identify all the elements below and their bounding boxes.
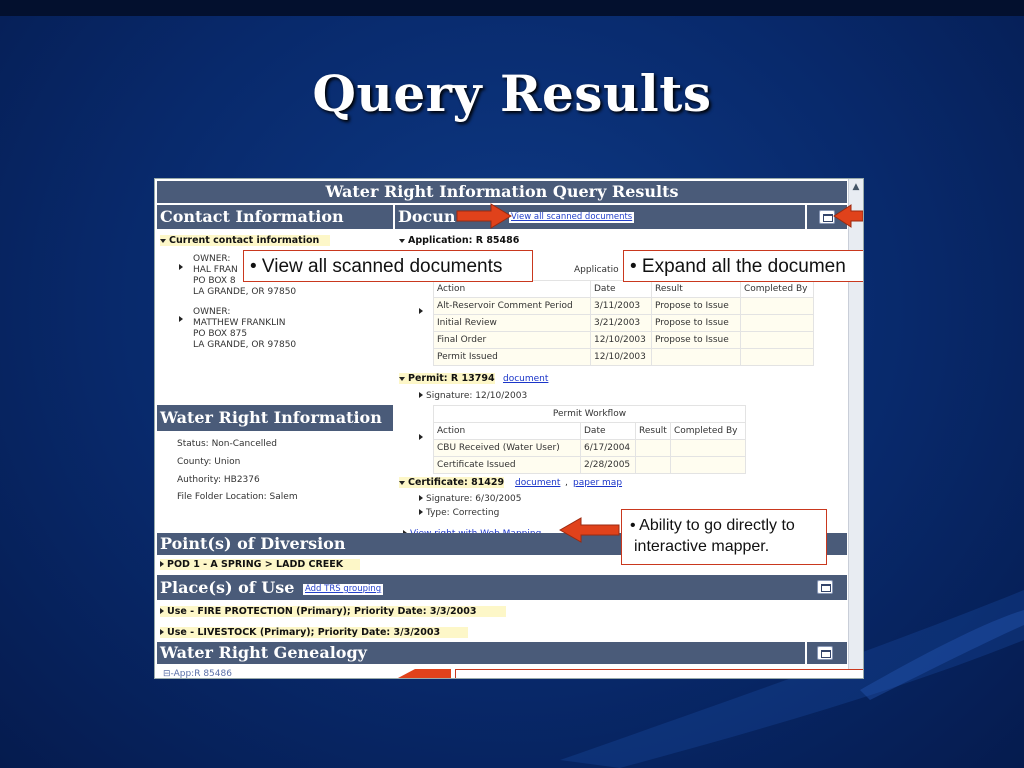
expand-triangle-icon <box>160 561 164 567</box>
county-text: County: Union <box>177 457 241 467</box>
permit-workflow-title: Permit Workflow <box>434 406 746 423</box>
callout-expand-all: • Expand all the documen <box>623 250 864 282</box>
col-completed-by: Completed By <box>741 281 814 298</box>
permit-signature: Signature: 12/10/2003 <box>426 391 528 401</box>
cell: 3/11/2003 <box>591 298 652 315</box>
file-folder-text: File Folder Location: Salem <box>177 492 298 502</box>
collapse-triangle-icon <box>399 239 405 243</box>
collapse-triangle-icon <box>399 377 405 381</box>
owner2-address: PO BOX 875 <box>193 329 248 339</box>
callout-mapper-line2: interactive mapper. <box>634 538 770 555</box>
cell: Certificate Issued <box>434 457 581 474</box>
table-row <box>434 315 814 332</box>
collapse-triangle-icon <box>399 481 405 485</box>
status-text: Status: Non-Cancelled <box>177 439 278 449</box>
current-contact-label: Current contact information <box>169 235 320 246</box>
documents-header-label: Docun <box>398 207 456 226</box>
cell: 12/10/2003 <box>591 332 652 349</box>
cell <box>636 440 671 457</box>
cell: Initial Review <box>434 315 591 332</box>
pod-item-label: POD 1 - A SPRING > LADD CREEK <box>167 559 344 570</box>
cell: Final Order <box>434 332 591 349</box>
application-workflow-title: Applicatio <box>574 265 619 275</box>
use-item-label: Use - FIRE PROTECTION (Primary); Priority Date: 3/3/2003 <box>167 606 477 617</box>
pod-item[interactable] <box>160 559 360 570</box>
application-workflow-table <box>433 280 814 366</box>
col-action: Action <box>434 423 581 440</box>
cert-type: Type: Correcting <box>426 508 500 518</box>
cell: Propose to Issue <box>652 332 741 349</box>
expand-triangle-icon <box>419 509 423 515</box>
cell: Propose to Issue <box>652 315 741 332</box>
use-item[interactable] <box>160 606 506 617</box>
cell <box>741 315 814 332</box>
place-of-use-header <box>157 575 847 600</box>
use-item-label: Use - LIVESTOCK (Primary); Priority Date: 3/3/2003 <box>167 627 441 638</box>
cell <box>741 298 814 315</box>
cell <box>671 440 746 457</box>
cert-signature-toggle[interactable] <box>419 494 521 504</box>
certificate-label: Certificate: 81429 <box>408 477 505 488</box>
col-action: Action <box>434 281 591 298</box>
collapse-triangle-icon <box>160 239 166 243</box>
genealogy-item-label: App:R 85486 <box>173 669 232 679</box>
col-result: Result <box>652 281 741 298</box>
cell <box>671 457 746 474</box>
certificate-paper-map-link[interactable]: paper map <box>573 478 623 488</box>
owner2-label: OWNER: <box>193 307 231 317</box>
top-band <box>0 0 1024 16</box>
application-label: Application: R 85486 <box>408 235 520 246</box>
certificate-link-separator: , <box>565 478 568 488</box>
certificate-toggle[interactable] <box>399 477 504 488</box>
expand-triangle-icon <box>419 392 423 398</box>
callout-view-all: • View all scanned documents <box>243 250 533 282</box>
table-row <box>434 440 746 457</box>
contact-info-header: Contact Information <box>157 205 393 229</box>
genealogy-header: Water Right Genealogy <box>157 642 805 664</box>
genealogy-expand-icon[interactable] <box>817 646 833 660</box>
permit-toggle[interactable] <box>399 373 495 384</box>
cell: 12/10/2003 <box>591 349 652 366</box>
certificate-document-link[interactable]: document <box>515 478 561 488</box>
query-results-screenshot <box>154 178 864 679</box>
current-contact-toggle[interactable] <box>160 235 330 246</box>
expand-owner1-icon[interactable] <box>179 263 186 273</box>
cell: Alt-Reservoir Comment Period <box>434 298 591 315</box>
permit-label: Permit: R 13794 <box>408 373 495 384</box>
table-row <box>434 457 746 474</box>
cell <box>636 457 671 474</box>
arrow-icon <box>833 203 863 229</box>
owner1-city: LA GRANDE, OR 97850 <box>193 287 297 297</box>
col-completed-by: Completed By <box>671 423 746 440</box>
cell: Propose to Issue <box>652 298 741 315</box>
view-all-documents-link[interactable]: View all scanned documents <box>511 212 633 222</box>
arrow-icon <box>397 669 453 679</box>
use-item[interactable] <box>160 627 468 638</box>
expand-owner2-icon[interactable] <box>179 315 186 325</box>
arrow-icon <box>455 203 513 229</box>
scroll-up-arrow-icon[interactable]: ▲ <box>852 182 860 192</box>
water-right-info-header: Water Right Information <box>157 405 393 431</box>
permit-document-link[interactable]: document <box>503 374 549 384</box>
place-of-use-label: Place(s) of Use <box>160 578 295 597</box>
arrow-icon <box>559 516 621 544</box>
permit-signature-toggle[interactable] <box>419 391 527 401</box>
callout-genealogy-partial <box>455 669 864 679</box>
col-date: Date <box>581 423 636 440</box>
permit-workflow-table <box>433 405 746 474</box>
cell: Permit Issued <box>434 349 591 366</box>
owner2-block <box>193 307 296 351</box>
application-toggle[interactable] <box>399 235 519 246</box>
expand-triangle-icon <box>160 608 164 614</box>
cert-type-toggle[interactable] <box>419 508 499 518</box>
expand-triangle-icon <box>160 629 164 635</box>
cell <box>652 349 741 366</box>
expand-triangle-icon <box>419 495 423 501</box>
genealogy-item[interactable]: ⊟-App:R 85486 <box>163 669 232 679</box>
owner2-name: MATTHEW FRANKLIN <box>193 318 286 328</box>
expand-permit-workflow-icon[interactable] <box>419 433 426 443</box>
slide-title: Query Results <box>312 64 712 123</box>
callout-mapper-line1: • Ability to go directly to <box>630 517 795 534</box>
col-date: Date <box>591 281 652 298</box>
cell: 3/21/2003 <box>591 315 652 332</box>
owner2-city: LA GRANDE, OR 97850 <box>193 340 297 350</box>
add-trs-grouping-link[interactable]: Add TRS grouping <box>305 584 382 594</box>
table-row <box>434 332 814 349</box>
cell: 2/28/2005 <box>581 457 636 474</box>
point-of-diversion-header: Point(s) of Diversion <box>157 533 847 555</box>
authority-text: Authority: HB2376 <box>177 475 260 485</box>
genealogy-expand-cell <box>807 642 847 664</box>
cell: CBU Received (Water User) <box>434 440 581 457</box>
owner1-name: HAL FRAN <box>193 265 238 275</box>
callout-mapper <box>621 509 827 565</box>
table-row <box>434 349 814 366</box>
expand-app-workflow-icon[interactable] <box>419 307 426 317</box>
main-header: Water Right Information Query Results <box>157 181 847 203</box>
owner1-address: PO BOX 8 <box>193 276 236 286</box>
cell: 6/17/2004 <box>581 440 636 457</box>
cell <box>741 332 814 349</box>
place-of-use-expand-icon[interactable] <box>817 580 833 594</box>
col-result: Result <box>636 423 671 440</box>
cell <box>741 349 814 366</box>
cert-signature: Signature: 6/30/2005 <box>426 494 522 504</box>
owner1-label: OWNER: <box>193 254 231 264</box>
table-row <box>434 298 814 315</box>
